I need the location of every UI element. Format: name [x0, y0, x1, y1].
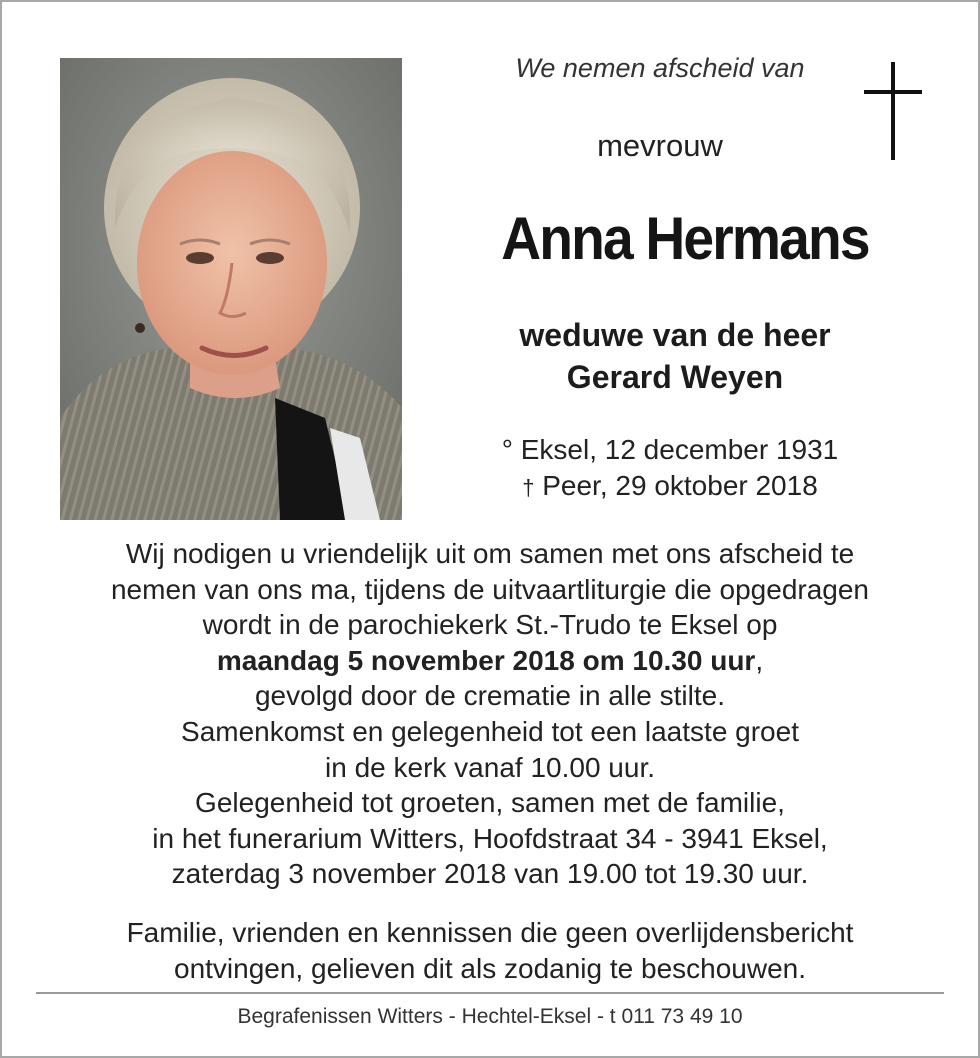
closing-line: Familie, vrienden en kennissen die geen overlijdensbericht	[126, 917, 854, 948]
closing-line: ontvingen, gelieven dit als zodanig te beschouwen.	[174, 953, 806, 984]
body-line: Gelegenheid tot groeten, samen met de familie,	[195, 787, 785, 819]
death-text: Peer, 29 oktober 2018	[542, 470, 818, 501]
body-line: zaterdag 3 november 2018 van 19.00 tot 19.30 uur.	[171, 858, 809, 890]
spouse-info	[440, 314, 910, 398]
body-line: nemen van ons ma, tijdens de uitvaartliturgie die opgedragen	[110, 573, 870, 605]
closing-text	[30, 915, 950, 987]
ceremony-comma: ,	[755, 644, 764, 676]
birth-symbol: °	[501, 434, 513, 465]
birth-text: Eksel, 12 december 1931	[520, 434, 839, 465]
life-dates	[440, 432, 900, 506]
body-line: wordt in de parochiekerk St.-Trudo te Eksel op	[202, 609, 778, 641]
spouse-line-1: weduwe van de heer	[519, 317, 831, 353]
body-line: Samenkomst en gelegenheid tot een laatste groet	[181, 715, 799, 747]
body-line: gevolgd door de crematie in alle stilte.	[254, 680, 726, 712]
ceremony-datetime-bold: maandag 5 november 2018 om 10.30 uur	[216, 644, 756, 676]
body-line: Wij nodigen u vriendelijk uit om samen met ons afscheid te	[125, 538, 855, 569]
funeral-home-footer: Begrafenissen Witters - Hechtel-Eksel - t 011 73 49 10	[237, 1005, 743, 1028]
deceased-name: Anna Hermans	[501, 205, 869, 272]
death-date	[440, 468, 900, 506]
birth-date	[440, 432, 900, 468]
portrait-photo	[60, 58, 402, 520]
intro-text: We nemen afscheid van	[515, 53, 805, 83]
invitation-text	[30, 536, 950, 892]
ceremony-datetime	[30, 643, 950, 679]
portrait-illustration	[60, 58, 402, 520]
footer-divider	[36, 992, 944, 994]
body-line: in de kerk vanaf 10.00 uur.	[325, 751, 655, 783]
spouse-line-2: Gerard Weyen	[566, 359, 784, 395]
death-symbol: †	[522, 475, 535, 500]
honorific: mevrouw	[597, 128, 723, 163]
body-line: in het funerarium Witters, Hoofdstraat 34 - 3941 Eksel,	[152, 822, 828, 854]
